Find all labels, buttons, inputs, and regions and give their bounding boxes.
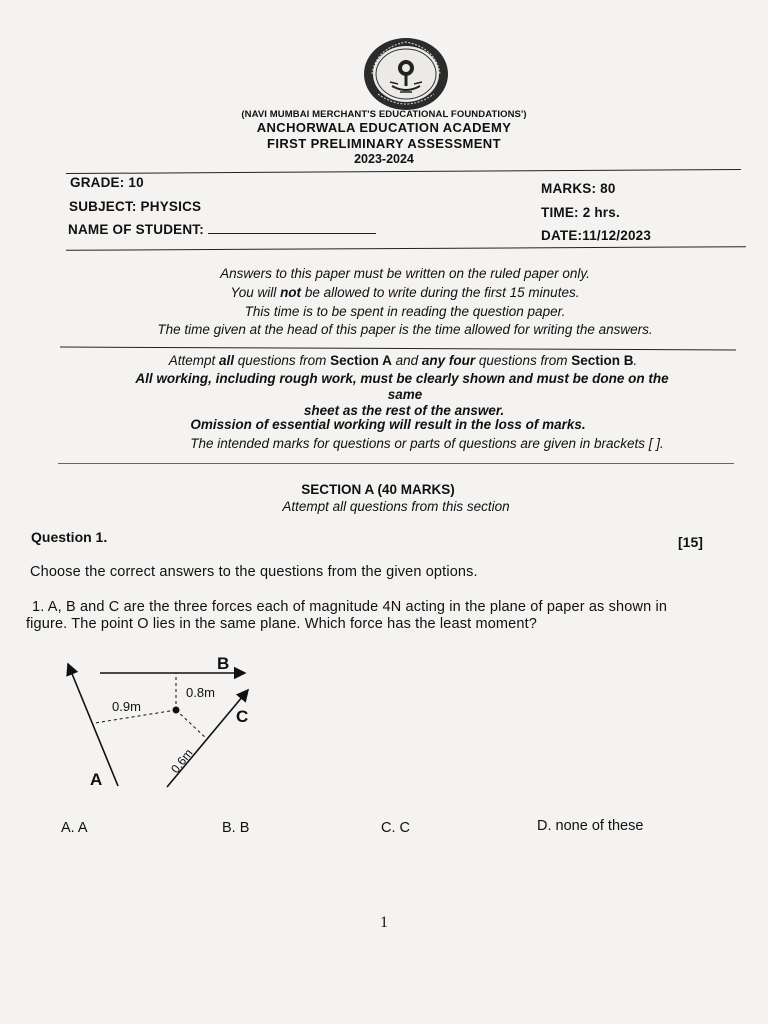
instruction-same: same xyxy=(387,387,423,402)
force-c-label: C xyxy=(236,707,249,726)
header-divider-bottom xyxy=(66,246,746,251)
distance-c-dashed xyxy=(176,710,207,739)
instructions-divider xyxy=(60,347,736,351)
option-d: D. none of these xyxy=(537,818,644,834)
instruction-text: Attempt xyxy=(168,353,220,368)
instruction-text: . xyxy=(633,353,638,368)
instruction-emphasis: not xyxy=(280,285,302,300)
instruction-writing-time: The time given at the head of this paper is the time allowed for writing the answers. xyxy=(157,322,653,337)
instruction-sheet: sheet as the rest of the answer. xyxy=(303,403,505,418)
time-label: TIME: 2 hrs. xyxy=(541,205,620,220)
force-a-label: A xyxy=(90,770,103,789)
force-a-arrow xyxy=(68,664,118,786)
organization-name: (NAVI MUMBAI MERCHANT'S EDUCATIONAL FOUNDATIONS') xyxy=(241,109,527,120)
instruction-text: questions from xyxy=(475,353,572,368)
instruction-attempt xyxy=(0,353,768,368)
subject-label: SUBJECT: PHYSICS xyxy=(69,199,202,214)
section-title: SECTION A (40 MARKS) xyxy=(301,482,455,497)
grade-label: GRADE: 10 xyxy=(70,175,144,190)
instruction-marks-brackets: The intended marks for questions or parts of questions are given in brackets [ ]. xyxy=(190,436,664,451)
school-name: ANCHORWALA EDUCATION ACADEMY xyxy=(256,120,512,135)
instruction-reading-time: This time is to be spent in reading the question paper. xyxy=(244,304,566,319)
instruction-omission: Omission of essential working will result in the loss of marks. xyxy=(190,417,586,432)
instruction-text: be allowed to write during the first 15 minutes. xyxy=(301,285,580,300)
question-intro: Choose the correct answers to the questions from the given options. xyxy=(30,564,478,580)
instruction-working: All working, including rough work, must be clearly shown and must be done on the xyxy=(135,371,669,386)
question-marks: [15] xyxy=(678,534,703,550)
option-b: B. B xyxy=(222,820,250,836)
distance-c-label: 0.6m xyxy=(168,746,196,776)
student-name-label: NAME OF STUDENT: xyxy=(68,222,204,237)
force-diagram xyxy=(55,650,275,800)
force-b-label: B xyxy=(217,654,230,673)
instruction-no-writing xyxy=(0,285,768,300)
student-name-field xyxy=(68,222,376,237)
instruction-text: and xyxy=(391,353,422,368)
marks-label: MARKS: 80 xyxy=(541,181,616,196)
instruction-emphasis: any four xyxy=(421,353,476,368)
option-a: A. A xyxy=(61,820,88,836)
instruction-text: questions from xyxy=(234,353,331,368)
option-c: C. C xyxy=(381,820,410,836)
instruction-text: You will xyxy=(230,285,281,300)
academic-year: 2023-2024 xyxy=(354,152,414,166)
question-label: Question 1. xyxy=(31,529,108,545)
section-subtitle: Attempt all questions from this section xyxy=(282,499,510,514)
header-divider-top xyxy=(66,169,741,174)
distance-b-label: 0.8m xyxy=(186,685,215,700)
exam-title: FIRST PRELIMINARY ASSESSMENT xyxy=(267,136,501,151)
instruction-emphasis: all xyxy=(219,353,235,368)
section-divider xyxy=(58,463,734,464)
student-name-blank xyxy=(208,223,376,234)
instruction-emphasis: Section A xyxy=(330,353,392,368)
instruction-ruled-paper: Answers to this paper must be written on the ruled paper only. xyxy=(220,266,590,281)
question-text-line2: figure. The point O lies in the same plane. Which force has the least moment? xyxy=(26,616,537,632)
page-number: 1 xyxy=(380,914,388,931)
question-text-line1: 1. A, B and C are the three forces each of magnitude 4N acting in the plane of paper as shown in xyxy=(32,599,668,615)
instruction-emphasis: Section B xyxy=(571,353,634,368)
distance-a-label: 0.9m xyxy=(112,699,141,714)
school-seal-logo xyxy=(362,36,450,112)
date-label: DATE:11/12/2023 xyxy=(541,228,652,243)
